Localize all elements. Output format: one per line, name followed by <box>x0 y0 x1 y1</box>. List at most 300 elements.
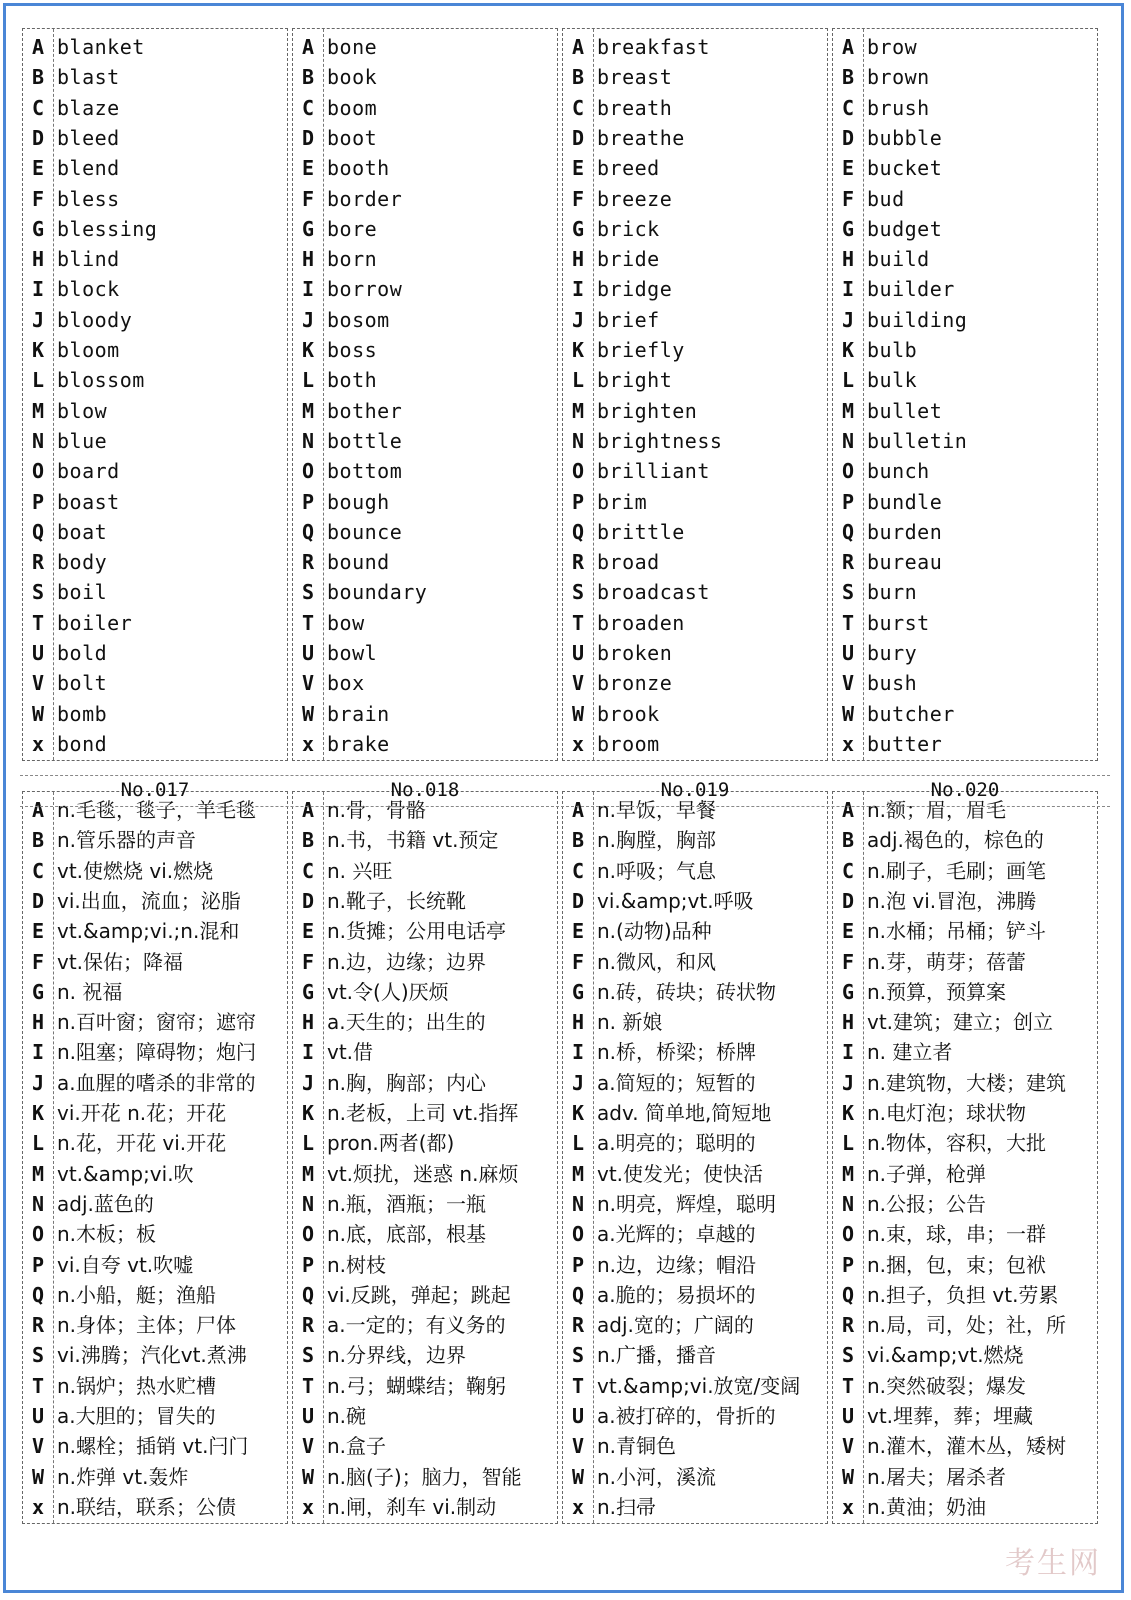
vocab-definition: vi.出血，流血；泌脂 <box>57 888 241 913</box>
vocab-word: breast <box>597 65 673 90</box>
vocab-definition: n.水桶；吊桶；铲斗 <box>867 919 1047 944</box>
watermark: 考生网 <box>1005 1546 1101 1581</box>
row-letter: D <box>571 125 585 150</box>
row-letter: H <box>31 1010 45 1035</box>
row-letter: J <box>31 1070 45 1095</box>
row-letter: V <box>31 1434 45 1459</box>
vocab-definition: n. 新娘 <box>597 1010 663 1035</box>
vocab-word: broad <box>597 550 660 575</box>
list-number-heading: No.017 <box>120 779 190 801</box>
row-letter: x <box>841 731 855 756</box>
row-letter: V <box>301 1434 315 1459</box>
vocab-word: bunch <box>867 459 930 484</box>
vocab-word: blast <box>57 65 120 90</box>
vocab-definition: n.阻塞；障碍物；炮闩 <box>57 1040 257 1065</box>
row-letter: x <box>571 731 585 756</box>
vocab-word: butter <box>867 731 943 756</box>
vocab-definition: n.泡 vi.冒泡，沸腾 <box>867 888 1037 913</box>
row-letter: J <box>841 1070 855 1095</box>
word-box <box>292 28 558 761</box>
row-letter: H <box>571 1010 585 1035</box>
row-letter: F <box>301 186 315 211</box>
column-divider <box>53 29 54 760</box>
row-letter: C <box>31 858 45 883</box>
vocab-definition: n.额；眉，眉毛 <box>867 798 1007 822</box>
row-letter: J <box>31 307 45 332</box>
vocab-word: brim <box>597 489 648 514</box>
row-letter: C <box>31 95 45 120</box>
row-letter: F <box>841 949 855 974</box>
vocab-definition: n.货摊；公用电话亭 <box>327 919 507 944</box>
definition-box <box>832 791 1098 1524</box>
row-letter: Q <box>301 1282 315 1307</box>
vocab-definition: a.光辉的；卓越的 <box>597 1222 756 1247</box>
vocab-definition: n.花，开花 vi.开花 <box>57 1131 227 1156</box>
row-letter: L <box>841 1131 855 1156</box>
vocab-word: bosom <box>327 307 390 332</box>
vocab-definition: n.建筑物，大楼；建筑 <box>867 1070 1067 1095</box>
vocab-word: bridge <box>597 277 673 302</box>
vocab-word: blaze <box>57 95 120 120</box>
vocab-definition: pron.两者(都) <box>327 1131 455 1156</box>
row-letter: N <box>31 428 45 453</box>
row-letter: I <box>841 277 855 302</box>
row-letter: S <box>571 1343 585 1368</box>
row-letter: U <box>841 641 855 665</box>
row-letter: G <box>571 216 585 241</box>
row-letter: O <box>571 1222 585 1247</box>
row-letter: U <box>841 1404 855 1428</box>
row-letter: A <box>841 798 855 822</box>
vocab-word: burn <box>867 580 918 605</box>
vocab-word: bounce <box>327 519 403 544</box>
vocab-definition: n.百叶窗；窗帘；遮帘 <box>57 1010 257 1035</box>
vocab-word: bomb <box>57 701 108 726</box>
row-letter: A <box>31 35 45 59</box>
row-letter: N <box>571 1191 585 1216</box>
row-letter: J <box>301 307 315 332</box>
row-letter: R <box>31 1313 45 1338</box>
row-letter: J <box>841 307 855 332</box>
vocab-word: boil <box>57 580 108 605</box>
vocab-word: brief <box>597 307 660 332</box>
row-letter: M <box>571 398 585 423</box>
letter-index <box>23 792 53 1523</box>
row-letter: K <box>301 1101 315 1125</box>
row-letter: D <box>301 888 315 913</box>
row-letter: L <box>301 1131 315 1156</box>
vocab-definition: n.管乐器的声音 <box>57 828 197 853</box>
vocab-word: bow <box>327 610 365 635</box>
vocab-definition: n.胸，胸部；内心 <box>327 1070 487 1095</box>
row-letter: I <box>301 277 315 302</box>
row-letter: P <box>31 489 45 514</box>
vocab-definition: n.分界线，边界 <box>327 1343 467 1368</box>
column-divider <box>863 792 864 1523</box>
row-letter: T <box>31 1373 45 1398</box>
row-letter: A <box>31 798 45 822</box>
vocab-word: breath <box>597 95 673 120</box>
row-letter: T <box>571 610 585 635</box>
vocab-definition: vt.埋葬，葬；埋藏 <box>867 1404 1034 1428</box>
vocab-definition: n.早饭，早餐 <box>597 798 717 822</box>
definition-box <box>562 791 828 1524</box>
vocab-word: boundary <box>327 580 428 605</box>
vocab-word: bottom <box>327 459 403 484</box>
vocab-definition: n.小船，艇；渔船 <box>57 1282 217 1307</box>
row-letter: L <box>571 1131 585 1156</box>
vocab-definition: n.公报；公告 <box>867 1191 987 1216</box>
row-letter: B <box>31 65 45 90</box>
vocab-definition: n.担子，负担 vt.劳累 <box>867 1282 1059 1307</box>
row-letter: A <box>571 35 585 59</box>
letter-index <box>833 792 863 1523</box>
vocab-definition: n.碗 <box>327 1404 367 1428</box>
row-letter: W <box>31 1464 45 1489</box>
row-letter: N <box>301 1191 315 1216</box>
row-letter: W <box>841 1464 855 1489</box>
vocab-definition: a.脆的；易损坏的 <box>597 1282 756 1307</box>
vocab-word: brow <box>867 35 918 59</box>
vocab-word: blue <box>57 428 108 453</box>
vocab-word: blessing <box>57 216 158 241</box>
vocab-definition: adj.宽的；广阔的 <box>597 1313 754 1338</box>
vocab-definition: n.瓶，酒瓶；一瓶 <box>327 1191 487 1216</box>
row-letter: V <box>571 671 585 696</box>
row-letter: R <box>31 550 45 575</box>
vocab-definition: n.胸膛，胸部 <box>597 828 717 853</box>
vocab-word: blend <box>57 156 120 181</box>
vocab-definition: n. 建立者 <box>867 1040 953 1065</box>
vocab-definition: n.突然破裂；爆发 <box>867 1373 1027 1398</box>
vocab-definition: vt.借 <box>327 1040 374 1065</box>
definition-box <box>22 791 288 1524</box>
row-letter: x <box>31 1494 45 1519</box>
vocab-word: bury <box>867 641 918 665</box>
vocab-word: brittle <box>597 519 685 544</box>
vocab-word: boss <box>327 338 378 362</box>
vocab-word: brush <box>867 95 930 120</box>
row-letter: Q <box>571 519 585 544</box>
vocab-word: broaden <box>597 610 685 635</box>
row-letter: T <box>841 1373 855 1398</box>
row-letter: Q <box>31 519 45 544</box>
row-letter: D <box>841 125 855 150</box>
row-letter: R <box>841 1313 855 1338</box>
vocab-definition: n.呼吸；气息 <box>597 858 717 883</box>
row-letter: H <box>301 247 315 272</box>
vocab-definition: n.黄油；奶油 <box>867 1494 987 1519</box>
vocab-word: bolt <box>57 671 108 696</box>
vocab-definition: n.预算，预算案 <box>867 979 1007 1004</box>
vocab-word: bore <box>327 216 378 241</box>
vocab-definition: n.屠夫；屠杀者 <box>867 1464 1007 1489</box>
vocab-word: bud <box>867 186 905 211</box>
vocab-word: briefly <box>597 338 685 362</box>
vocab-word: budget <box>867 216 943 241</box>
row-letter: K <box>841 338 855 362</box>
letter-index <box>293 792 323 1523</box>
vocab-definition: adj.蓝色的 <box>57 1191 154 1216</box>
vocab-word: born <box>327 247 378 272</box>
row-letter: B <box>841 65 855 90</box>
row-letter: S <box>571 580 585 605</box>
row-letter: N <box>301 428 315 453</box>
row-letter: F <box>31 186 45 211</box>
row-letter: T <box>841 610 855 635</box>
vocab-word: bubble <box>867 125 943 150</box>
row-letter: G <box>841 979 855 1004</box>
vocab-definition: n.脑(子)；脑力，智能 <box>327 1464 522 1489</box>
vocab-word: booth <box>327 156 390 181</box>
vocab-definition: n.老板，上司 vt.指挥 <box>327 1101 519 1125</box>
row-letter: P <box>571 1252 585 1277</box>
row-letter: Q <box>841 519 855 544</box>
row-letter: B <box>301 828 315 853</box>
letter-index <box>563 792 593 1523</box>
vocab-definition: vt.&amp;vi.放宽/变阔 <box>597 1373 801 1398</box>
word-list <box>867 29 1095 760</box>
vocab-word: bulletin <box>867 428 968 453</box>
word-box <box>562 28 828 761</box>
row-letter: Q <box>571 1282 585 1307</box>
vocab-word: brook <box>597 701 660 726</box>
vocab-definition: a.血腥的嗜杀的非常的 <box>57 1070 256 1095</box>
row-letter: E <box>571 156 585 181</box>
definition-box <box>292 791 558 1524</box>
row-letter: F <box>841 186 855 211</box>
row-letter: V <box>301 671 315 696</box>
definition-list <box>57 792 285 1523</box>
row-letter: G <box>31 979 45 1004</box>
vocab-definition: vi.反跳，弹起；跳起 <box>327 1282 511 1307</box>
vocab-definition: a.一定的；有义务的 <box>327 1313 506 1338</box>
word-list <box>597 29 825 760</box>
row-letter: B <box>301 65 315 90</box>
vocab-definition: a.简短的；短暂的 <box>597 1070 756 1095</box>
vocab-definition: n.砖，砖块；砖状物 <box>597 979 777 1004</box>
divider-line <box>20 775 1110 776</box>
list-number-heading: No.019 <box>660 779 730 801</box>
vocab-definition: a.明亮的；聪明的 <box>597 1131 756 1156</box>
row-letter: L <box>301 368 315 393</box>
row-letter: G <box>841 216 855 241</box>
vocab-definition: vt.令(人)厌烦 <box>327 979 449 1004</box>
row-letter: O <box>31 459 45 484</box>
row-letter: R <box>841 550 855 575</box>
vocab-definition: vi.自夸 vt.吹嘘 <box>57 1252 194 1277</box>
vocab-word: butcher <box>867 701 955 726</box>
vocab-word: bureau <box>867 550 943 575</box>
vocab-word: bold <box>57 641 108 665</box>
vocab-word: bless <box>57 186 120 211</box>
vocab-word: boat <box>57 519 108 544</box>
vocab-definition: n.(动物)品种 <box>597 919 712 944</box>
vocab-definition: n.盒子 <box>327 1434 387 1459</box>
vocab-word: brown <box>867 65 930 90</box>
vocab-word: bush <box>867 671 918 696</box>
row-letter: T <box>31 610 45 635</box>
row-letter: W <box>571 1464 585 1489</box>
vocab-definition: n.联结，联系；公债 <box>57 1494 237 1519</box>
letter-index <box>293 29 323 760</box>
row-letter: I <box>571 1040 585 1065</box>
row-letter: C <box>301 858 315 883</box>
row-letter: M <box>841 398 855 423</box>
vocab-definition: n.螺栓；插销 vt.闩门 <box>57 1434 249 1459</box>
column-divider <box>593 792 594 1523</box>
row-letter: D <box>571 888 585 913</box>
row-letter: C <box>301 95 315 120</box>
row-letter: K <box>571 338 585 362</box>
vocab-word: boot <box>327 125 378 150</box>
letter-index <box>833 29 863 760</box>
row-letter: M <box>301 398 315 423</box>
row-letter: M <box>841 1161 855 1186</box>
vocab-definition: vt.建筑；建立；创立 <box>867 1010 1054 1035</box>
vocab-word: blanket <box>57 35 145 59</box>
vocab-word: burst <box>867 610 930 635</box>
column-divider <box>53 792 54 1523</box>
vocab-definition: a.天生的；出生的 <box>327 1010 486 1035</box>
list-number-heading: No.018 <box>390 779 460 801</box>
vocab-definition: n. 兴旺 <box>327 858 393 883</box>
vocab-definition: n.局，司，处；社，所 <box>867 1313 1067 1338</box>
row-letter: L <box>31 1131 45 1156</box>
vocab-word: both <box>327 368 378 393</box>
vocab-definition: vt.使燃烧 vi.燃烧 <box>57 858 214 883</box>
row-letter: W <box>571 701 585 726</box>
vocab-definition: n.子弹，枪弹 <box>867 1161 987 1186</box>
row-letter: E <box>31 156 45 181</box>
vocab-definition: vi.&amp;vt.呼吸 <box>597 888 754 913</box>
row-letter: G <box>571 979 585 1004</box>
vocab-definition: n.闸，刹车 vi.制动 <box>327 1494 497 1519</box>
column-divider <box>863 29 864 760</box>
row-letter: G <box>301 216 315 241</box>
row-letter: R <box>301 1313 315 1338</box>
row-letter: M <box>301 1161 315 1186</box>
column-divider <box>323 29 324 760</box>
row-letter: O <box>31 1222 45 1247</box>
vocab-definition: n.扫帚 <box>597 1494 657 1519</box>
row-letter: V <box>571 1434 585 1459</box>
vocab-word: bright <box>597 368 673 393</box>
vocab-definition: n.刷子，毛刷；画笔 <box>867 858 1047 883</box>
vocab-definition: n.边，边缘；帽沿 <box>597 1252 757 1277</box>
vocab-definition: n.底，底部，根基 <box>327 1222 487 1247</box>
vocab-definition: a.大胆的；冒失的 <box>57 1404 216 1428</box>
vocab-word: board <box>57 459 120 484</box>
row-letter: T <box>301 610 315 635</box>
vocab-definition: n. 祝福 <box>57 979 123 1004</box>
vocab-word: bond <box>57 731 108 756</box>
vocab-word: bough <box>327 489 390 514</box>
row-letter: A <box>841 35 855 59</box>
vocab-word: bulb <box>867 338 918 362</box>
vocab-definition: adj.褐色的，棕色的 <box>867 828 1044 853</box>
vocab-definition: a.被打碎的，骨折的 <box>597 1404 776 1428</box>
vocab-definition: n.捆，包，束；包袱 <box>867 1252 1047 1277</box>
row-letter: J <box>301 1070 315 1095</box>
row-letter: S <box>841 1343 855 1368</box>
vocab-definition: n.芽，萌芽；蓓蕾 <box>867 949 1027 974</box>
vocab-definition: vt.使发光；使快活 <box>597 1161 764 1186</box>
row-letter: C <box>571 95 585 120</box>
column-divider <box>593 29 594 760</box>
row-letter: U <box>571 1404 585 1428</box>
row-letter: H <box>571 247 585 272</box>
row-letter: A <box>571 798 585 822</box>
definition-list <box>327 792 555 1523</box>
vocab-definition: n.木板；板 <box>57 1222 157 1247</box>
vocab-word: boom <box>327 95 378 120</box>
row-letter: F <box>301 949 315 974</box>
row-letter: I <box>841 1040 855 1065</box>
vocab-word: blind <box>57 247 120 272</box>
vocab-word: block <box>57 277 120 302</box>
row-letter: B <box>571 65 585 90</box>
row-letter: T <box>571 1373 585 1398</box>
row-letter: P <box>301 489 315 514</box>
vocab-definition: n.骨，骨骼 <box>327 798 427 822</box>
vocab-word: body <box>57 550 108 575</box>
vocab-word: building <box>867 307 968 332</box>
vocab-definition: n.书，书籍 vt.预定 <box>327 828 499 853</box>
vocab-word: blossom <box>57 368 145 393</box>
row-letter: W <box>301 1464 315 1489</box>
row-letter: V <box>841 1434 855 1459</box>
vocab-word: builder <box>867 277 955 302</box>
definition-list <box>597 792 825 1523</box>
vocab-word: breathe <box>597 125 685 150</box>
row-letter: S <box>31 580 45 605</box>
row-letter: P <box>31 1252 45 1277</box>
row-letter: R <box>571 550 585 575</box>
vocab-definition: n.明亮，辉煌，聪明 <box>597 1191 777 1216</box>
row-letter: D <box>31 125 45 150</box>
row-letter: I <box>571 277 585 302</box>
row-letter: D <box>301 125 315 150</box>
vocab-definition: n.靴子，长统靴 <box>327 888 467 913</box>
vocab-word: bother <box>327 398 403 423</box>
vocab-word: breeze <box>597 186 673 211</box>
vocab-definition: n.广播，播音 <box>597 1343 717 1368</box>
vocab-definition: n.青铜色 <box>597 1434 677 1459</box>
definition-list <box>867 792 1095 1523</box>
row-letter: R <box>301 550 315 575</box>
word-list <box>327 29 555 760</box>
row-letter: H <box>841 1010 855 1035</box>
vocab-definition: vt.烦扰，迷惑 n.麻烦 <box>327 1161 519 1186</box>
row-letter: K <box>841 1101 855 1125</box>
row-letter: x <box>31 731 45 756</box>
vocab-definition: vt.&amp;vi.;n.混和 <box>57 919 240 944</box>
row-letter: x <box>841 1494 855 1519</box>
vocab-word: build <box>867 247 930 272</box>
vocab-word: bottle <box>327 428 403 453</box>
row-letter: J <box>571 307 585 332</box>
row-letter: I <box>301 1040 315 1065</box>
row-letter: C <box>841 95 855 120</box>
vocab-word: bloom <box>57 338 120 362</box>
vocab-word: brake <box>327 731 390 756</box>
row-letter: O <box>841 459 855 484</box>
vocab-word: breakfast <box>597 35 710 59</box>
row-letter: P <box>571 489 585 514</box>
row-letter: O <box>841 1222 855 1247</box>
divider-line <box>20 806 1110 807</box>
